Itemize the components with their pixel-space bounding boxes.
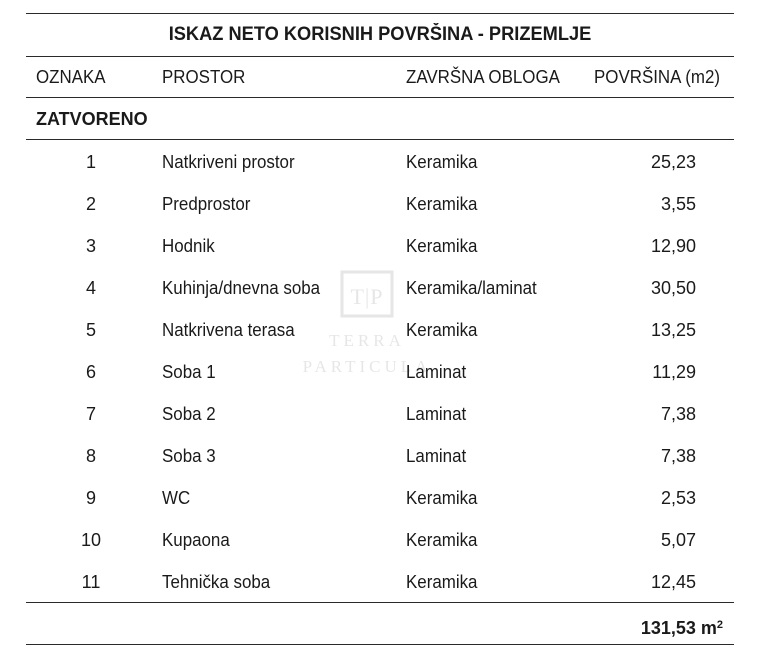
- row-prostor: Hodnik: [162, 236, 215, 256]
- row-oznaka: 5: [85, 320, 96, 340]
- total-area-unit-exponent: 2: [716, 619, 723, 631]
- column-header-povrsina: POVRŠINA (m2): [594, 67, 720, 87]
- divider-title: [26, 56, 734, 57]
- row-oznaka: 2: [85, 194, 96, 214]
- divider-section: [26, 139, 734, 140]
- column-header-prostor: PROSTOR: [162, 67, 246, 87]
- row-oznaka: 8: [85, 446, 96, 466]
- divider-header: [26, 97, 734, 98]
- row-povrsina: 12,45: [650, 572, 696, 592]
- watermark-text-line2: PARTICULA: [302, 357, 432, 376]
- row-oznaka: 7: [85, 404, 96, 424]
- row-prostor: Soba 3: [162, 446, 216, 466]
- row-obloga: Keramika: [406, 194, 478, 214]
- row-povrsina: 3,55: [660, 194, 696, 214]
- watermark-text-line1: TERRA: [329, 331, 405, 350]
- divider-bottom: [26, 644, 734, 645]
- row-obloga: Keramika: [406, 488, 478, 508]
- row-povrsina: 7,38: [660, 446, 696, 466]
- row-prostor: Kupaona: [162, 530, 230, 550]
- table-title: ISKAZ NETO KORISNIH POVRŠINA - PRIZEMLJE: [168, 24, 592, 45]
- row-obloga: Laminat: [406, 362, 467, 382]
- row-obloga: Keramika: [406, 572, 478, 592]
- watermark-frame: [342, 272, 392, 316]
- row-povrsina: 11,29: [652, 362, 696, 382]
- row-povrsina: 13,25: [650, 320, 696, 340]
- section-label: ZATVORENO: [36, 109, 148, 129]
- row-obloga: Keramika: [406, 236, 478, 256]
- row-obloga: Keramika: [406, 152, 478, 172]
- row-obloga: Keramika: [406, 320, 478, 340]
- total-area-value: 131,53 m: [640, 618, 717, 638]
- row-oznaka: 11: [81, 572, 101, 592]
- row-prostor: Tehnička soba: [162, 572, 271, 592]
- divider-total: [26, 602, 734, 603]
- row-oznaka: 10: [80, 530, 102, 550]
- row-povrsina: 7,38: [660, 404, 696, 424]
- row-prostor: Predprostor: [162, 194, 251, 214]
- row-povrsina: 5,07: [660, 530, 696, 550]
- total-area: [560, 614, 723, 639]
- row-povrsina: 30,50: [650, 278, 696, 298]
- row-obloga: Laminat: [406, 404, 467, 424]
- row-prostor: Soba 2: [162, 404, 216, 424]
- row-oznaka: 6: [85, 362, 96, 382]
- row-obloga: Laminat: [406, 446, 467, 466]
- divider-top: [26, 13, 734, 14]
- watermark-monogram: T|P: [350, 284, 384, 309]
- column-header-oznaka: OZNAKA: [36, 67, 106, 87]
- row-prostor: Soba 1: [162, 362, 216, 382]
- column-header-zavrsna-obloga: ZAVRŠNA OBLOGA: [406, 67, 560, 87]
- row-prostor: Natkrivena terasa: [162, 320, 295, 340]
- row-prostor: WC: [162, 488, 191, 508]
- row-povrsina: 2,53: [660, 488, 696, 508]
- row-obloga: Keramika: [406, 530, 478, 550]
- row-povrsina: 25,23: [650, 152, 696, 172]
- row-povrsina: 12,90: [650, 236, 696, 256]
- row-oznaka: 1: [85, 152, 96, 172]
- row-prostor: Natkriveni prostor: [162, 152, 295, 172]
- row-oznaka: 4: [85, 278, 96, 298]
- row-prostor: Kuhinja/dnevna soba: [162, 278, 321, 298]
- row-oznaka: 9: [85, 488, 96, 508]
- row-obloga: Keramika/laminat: [406, 278, 537, 298]
- row-oznaka: 3: [85, 236, 96, 256]
